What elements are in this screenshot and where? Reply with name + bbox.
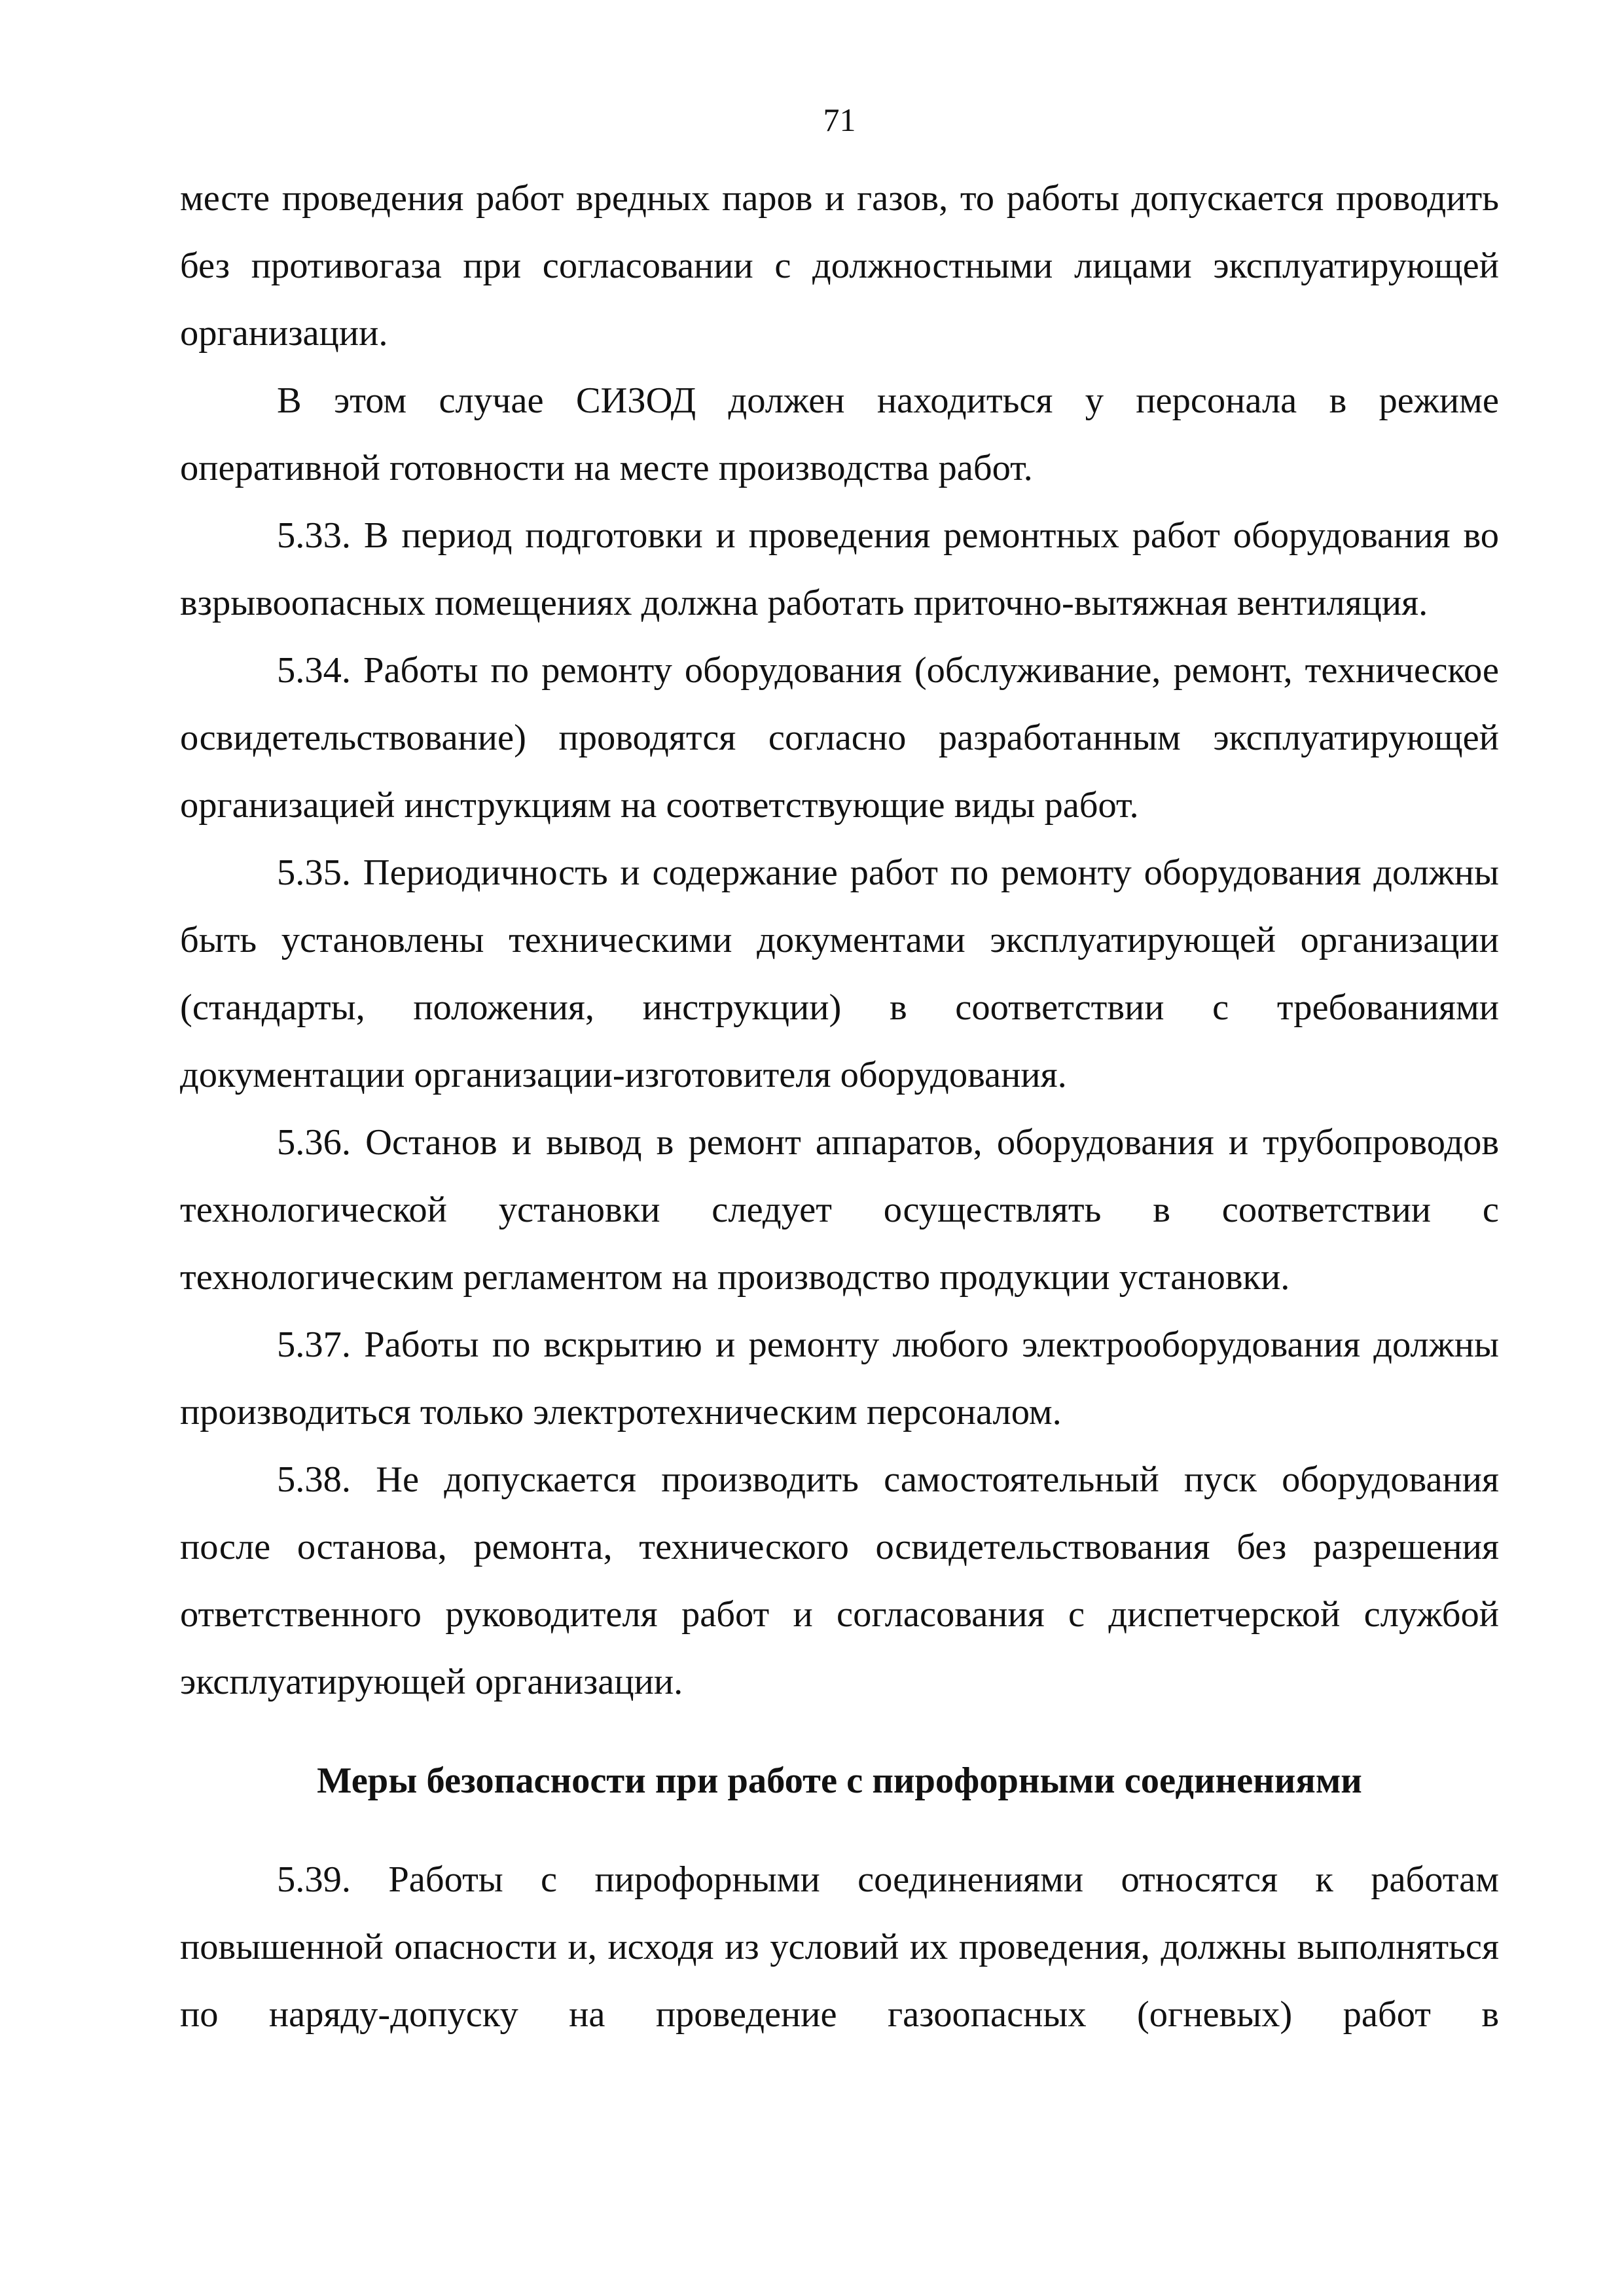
paragraph-5-39: 5.39. Работы с пирофорными соединениями относятся к работам повышенной опасности и, исходя из условий их проведения, должны выполняться по наряду-допуску на проведение газоопасных (огневых) работ в	[180, 1859, 1499, 2035]
paragraph-5-35: 5.35. Периодичность и содержание работ по ремонту оборудования должны быть установлены техническими документами эксплуатирующей организации (стандарты, положения, инструкции) в соответствии с требованиями документации организации-изготовителя оборудования.	[180, 852, 1499, 1095]
paragraph-5-33: 5.33. В период подготовки и проведения ремонтных работ оборудования во взрывоопасных помещениях должна работать приточно-вытяжная вентиляция.	[180, 515, 1499, 623]
page-number: 71	[823, 101, 856, 138]
section-heading: Меры безопасности при работе с пирофорными соединениями	[317, 1760, 1362, 1801]
paragraph-5-36: 5.36. Останов и вывод в ремонт аппаратов, оборудования и трубопроводов технологической установки следует осуществлять в соответствии с технологическим регламентом на производство продукции установки.	[180, 1122, 1499, 1298]
paragraph-5-34: 5.34. Работы по ремонту оборудования (обслуживание, ремонт, техническое освидетельствование) проводятся согласно разработанным эксплуатирующей организацией инструкциям на соответствующие виды работ.	[180, 650, 1499, 826]
paragraph-5-38: 5.38. Не допускается производить самостоятельный пуск оборудования после останова, ремонта, технического освидетельствования без разрешения ответственного руководителя работ и согласования с диспетчерской службой эксплуатирующей организации.	[180, 1459, 1499, 1702]
document-body	[180, 165, 1499, 2049]
paragraph-continuation: месте проведения работ вредных паров и газов, то работы допускается проводить без противогаза при согласовании с должностными лицами эксплуатирующей организации.	[180, 178, 1499, 354]
document-page	[180, 0, 1499, 2296]
paragraph-5-37: 5.37. Работы по вскрытию и ремонту любого электрооборудования должны производиться только электротехническим персоналом.	[180, 1324, 1499, 1432]
paragraph-sizod: В этом случае СИЗОД должен находиться у персонала в режиме оперативной готовности на месте производства работ.	[180, 380, 1499, 488]
